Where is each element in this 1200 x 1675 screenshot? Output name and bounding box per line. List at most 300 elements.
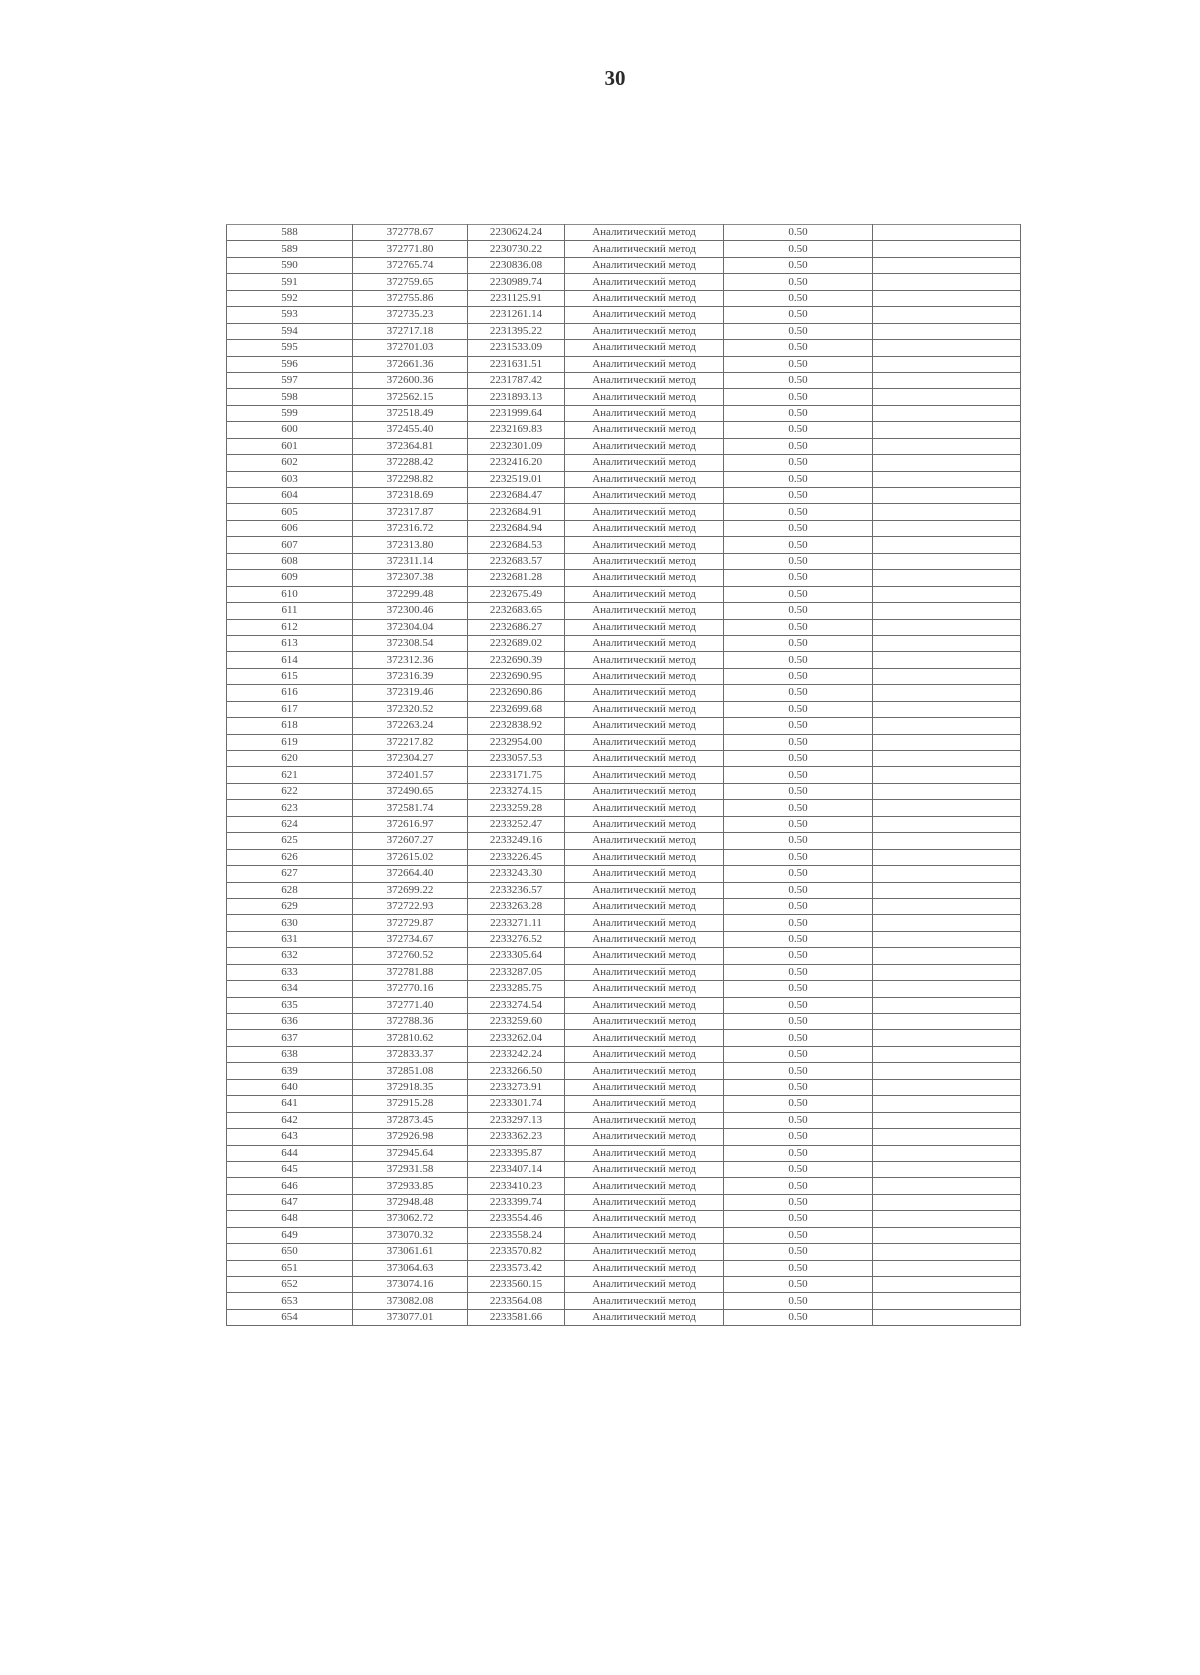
- x-coordinate-cell: 372735.23: [353, 307, 468, 323]
- point-number-cell: 600: [227, 422, 353, 438]
- empty-cell: [873, 570, 1021, 586]
- x-coordinate-cell: 372788.36: [353, 1014, 468, 1030]
- point-number-cell: 612: [227, 619, 353, 635]
- x-coordinate-cell: 372759.65: [353, 274, 468, 290]
- x-coordinate-cell: 372770.16: [353, 981, 468, 997]
- empty-cell: [873, 931, 1021, 947]
- empty-cell: [873, 915, 1021, 931]
- error-cell: 0.50: [724, 849, 873, 865]
- error-cell: 0.50: [724, 1112, 873, 1128]
- error-cell: 0.50: [724, 1293, 873, 1309]
- method-cell: Аналитический метод: [565, 915, 724, 931]
- empty-cell: [873, 438, 1021, 454]
- point-number-cell: 603: [227, 471, 353, 487]
- table-row: [227, 504, 1021, 520]
- table-row: [227, 455, 1021, 471]
- method-cell: Аналитический метод: [565, 323, 724, 339]
- x-coordinate-cell: 372307.38: [353, 570, 468, 586]
- method-cell: Аналитический метод: [565, 635, 724, 651]
- error-cell: 0.50: [724, 1145, 873, 1161]
- x-coordinate-cell: 372455.40: [353, 422, 468, 438]
- error-cell: 0.50: [724, 915, 873, 931]
- x-coordinate-cell: 372518.49: [353, 405, 468, 421]
- table-row: [227, 882, 1021, 898]
- x-coordinate-cell: 372319.46: [353, 685, 468, 701]
- error-cell: 0.50: [724, 1063, 873, 1079]
- point-number-cell: 610: [227, 586, 353, 602]
- x-coordinate-cell: 372562.15: [353, 389, 468, 405]
- y-coordinate-cell: 2230624.24: [468, 225, 565, 241]
- table-row: [227, 307, 1021, 323]
- empty-cell: [873, 1293, 1021, 1309]
- x-coordinate-cell: 372851.08: [353, 1063, 468, 1079]
- y-coordinate-cell: 2233558.24: [468, 1227, 565, 1243]
- table-row: [227, 734, 1021, 750]
- y-coordinate-cell: 2233171.75: [468, 767, 565, 783]
- method-cell: Аналитический метод: [565, 1096, 724, 1112]
- x-coordinate-cell: 372304.04: [353, 619, 468, 635]
- y-coordinate-cell: 2232683.57: [468, 553, 565, 569]
- point-number-cell: 650: [227, 1244, 353, 1260]
- empty-cell: [873, 471, 1021, 487]
- error-cell: 0.50: [724, 734, 873, 750]
- empty-cell: [873, 1096, 1021, 1112]
- x-coordinate-cell: 372217.82: [353, 734, 468, 750]
- error-cell: 0.50: [724, 668, 873, 684]
- y-coordinate-cell: 2232684.91: [468, 504, 565, 520]
- y-coordinate-cell: 2232684.94: [468, 520, 565, 536]
- point-number-cell: 651: [227, 1260, 353, 1276]
- table-row: [227, 422, 1021, 438]
- table-row: [227, 1309, 1021, 1325]
- point-number-cell: 596: [227, 356, 353, 372]
- x-coordinate-cell: 372311.14: [353, 553, 468, 569]
- y-coordinate-cell: 2231999.64: [468, 405, 565, 421]
- method-cell: Аналитический метод: [565, 898, 724, 914]
- point-number-cell: 632: [227, 948, 353, 964]
- y-coordinate-cell: 2232690.86: [468, 685, 565, 701]
- point-number-cell: 645: [227, 1161, 353, 1177]
- empty-cell: [873, 323, 1021, 339]
- table-row: [227, 1178, 1021, 1194]
- error-cell: 0.50: [724, 307, 873, 323]
- error-cell: 0.50: [724, 652, 873, 668]
- empty-cell: [873, 800, 1021, 816]
- x-coordinate-cell: 372600.36: [353, 372, 468, 388]
- y-coordinate-cell: 2232954.00: [468, 734, 565, 750]
- method-cell: Аналитический метод: [565, 1227, 724, 1243]
- table-row: [227, 931, 1021, 947]
- point-number-cell: 649: [227, 1227, 353, 1243]
- method-cell: Аналитический метод: [565, 1046, 724, 1062]
- point-number-cell: 628: [227, 882, 353, 898]
- point-number-cell: 615: [227, 668, 353, 684]
- table-row: [227, 1145, 1021, 1161]
- y-coordinate-cell: 2233301.74: [468, 1096, 565, 1112]
- x-coordinate-cell: 372945.64: [353, 1145, 468, 1161]
- error-cell: 0.50: [724, 1277, 873, 1293]
- table-row: [227, 340, 1021, 356]
- y-coordinate-cell: 2232684.47: [468, 488, 565, 504]
- table-row: [227, 438, 1021, 454]
- x-coordinate-cell: 372581.74: [353, 800, 468, 816]
- table-row: [227, 964, 1021, 980]
- error-cell: 0.50: [724, 372, 873, 388]
- y-coordinate-cell: 2233276.52: [468, 931, 565, 947]
- empty-cell: [873, 422, 1021, 438]
- y-coordinate-cell: 2232681.28: [468, 570, 565, 586]
- x-coordinate-cell: 372316.72: [353, 520, 468, 536]
- error-cell: 0.50: [724, 701, 873, 717]
- empty-cell: [873, 1079, 1021, 1095]
- y-coordinate-cell: 2230989.74: [468, 274, 565, 290]
- y-coordinate-cell: 2233259.60: [468, 1014, 565, 1030]
- method-cell: Аналитический метод: [565, 225, 724, 241]
- x-coordinate-cell: 372701.03: [353, 340, 468, 356]
- x-coordinate-cell: 373064.63: [353, 1260, 468, 1276]
- empty-cell: [873, 964, 1021, 980]
- point-number-cell: 616: [227, 685, 353, 701]
- method-cell: Аналитический метод: [565, 866, 724, 882]
- empty-cell: [873, 504, 1021, 520]
- y-coordinate-cell: 2231631.51: [468, 356, 565, 372]
- point-number-cell: 647: [227, 1194, 353, 1210]
- error-cell: 0.50: [724, 241, 873, 257]
- table-row: [227, 800, 1021, 816]
- empty-cell: [873, 1227, 1021, 1243]
- point-number-cell: 617: [227, 701, 353, 717]
- error-cell: 0.50: [724, 948, 873, 964]
- error-cell: 0.50: [724, 1178, 873, 1194]
- error-cell: 0.50: [724, 225, 873, 241]
- table-row: [227, 290, 1021, 306]
- empty-cell: [873, 1194, 1021, 1210]
- point-number-cell: 598: [227, 389, 353, 405]
- y-coordinate-cell: 2231261.14: [468, 307, 565, 323]
- y-coordinate-cell: 2233305.64: [468, 948, 565, 964]
- empty-cell: [873, 882, 1021, 898]
- table-row: [227, 537, 1021, 553]
- empty-cell: [873, 1211, 1021, 1227]
- method-cell: Аналитический метод: [565, 471, 724, 487]
- error-cell: 0.50: [724, 619, 873, 635]
- method-cell: Аналитический метод: [565, 767, 724, 783]
- error-cell: 0.50: [724, 570, 873, 586]
- error-cell: 0.50: [724, 1030, 873, 1046]
- method-cell: Аналитический метод: [565, 1063, 724, 1079]
- empty-cell: [873, 603, 1021, 619]
- table-row: [227, 241, 1021, 257]
- method-cell: Аналитический метод: [565, 1244, 724, 1260]
- method-cell: Аналитический метод: [565, 1161, 724, 1177]
- point-number-cell: 639: [227, 1063, 353, 1079]
- error-cell: 0.50: [724, 290, 873, 306]
- x-coordinate-cell: 372833.37: [353, 1046, 468, 1062]
- x-coordinate-cell: 372318.69: [353, 488, 468, 504]
- table-row: [227, 553, 1021, 569]
- table-row: [227, 997, 1021, 1013]
- table-row: [227, 586, 1021, 602]
- table-row: [227, 1244, 1021, 1260]
- error-cell: 0.50: [724, 1096, 873, 1112]
- error-cell: 0.50: [724, 1211, 873, 1227]
- table-row: [227, 981, 1021, 997]
- method-cell: Аналитический метод: [565, 685, 724, 701]
- method-cell: Аналитический метод: [565, 307, 724, 323]
- empty-cell: [873, 1309, 1021, 1325]
- y-coordinate-cell: 2230730.22: [468, 241, 565, 257]
- x-coordinate-cell: 372317.87: [353, 504, 468, 520]
- point-number-cell: 588: [227, 225, 353, 241]
- error-cell: 0.50: [724, 603, 873, 619]
- empty-cell: [873, 1063, 1021, 1079]
- error-cell: 0.50: [724, 586, 873, 602]
- error-cell: 0.50: [724, 1309, 873, 1325]
- point-number-cell: 635: [227, 997, 353, 1013]
- y-coordinate-cell: 2233243.30: [468, 866, 565, 882]
- x-coordinate-cell: 372915.28: [353, 1096, 468, 1112]
- y-coordinate-cell: 2231893.13: [468, 389, 565, 405]
- x-coordinate-cell: 372722.93: [353, 898, 468, 914]
- error-cell: 0.50: [724, 816, 873, 832]
- empty-cell: [873, 734, 1021, 750]
- empty-cell: [873, 537, 1021, 553]
- y-coordinate-cell: 2232690.95: [468, 668, 565, 684]
- point-number-cell: 609: [227, 570, 353, 586]
- table-row: [227, 1030, 1021, 1046]
- x-coordinate-cell: 373082.08: [353, 1293, 468, 1309]
- method-cell: Аналитический метод: [565, 833, 724, 849]
- x-coordinate-cell: 372316.39: [353, 668, 468, 684]
- x-coordinate-cell: 372299.48: [353, 586, 468, 602]
- error-cell: 0.50: [724, 767, 873, 783]
- empty-cell: [873, 405, 1021, 421]
- y-coordinate-cell: 2233581.66: [468, 1309, 565, 1325]
- table-row: [227, 849, 1021, 865]
- point-number-cell: 646: [227, 1178, 353, 1194]
- table-row: [227, 1079, 1021, 1095]
- empty-cell: [873, 1030, 1021, 1046]
- table-row: [227, 1161, 1021, 1177]
- method-cell: Аналитический метод: [565, 405, 724, 421]
- method-cell: Аналитический метод: [565, 488, 724, 504]
- method-cell: Аналитический метод: [565, 1277, 724, 1293]
- method-cell: Аналитический метод: [565, 1112, 724, 1128]
- method-cell: Аналитический метод: [565, 257, 724, 273]
- point-number-cell: 624: [227, 816, 353, 832]
- y-coordinate-cell: 2231125.91: [468, 290, 565, 306]
- empty-cell: [873, 520, 1021, 536]
- x-coordinate-cell: 372312.36: [353, 652, 468, 668]
- y-coordinate-cell: 2231787.42: [468, 372, 565, 388]
- method-cell: Аналитический метод: [565, 1309, 724, 1325]
- empty-cell: [873, 849, 1021, 865]
- method-cell: Аналитический метод: [565, 1178, 724, 1194]
- empty-cell: [873, 685, 1021, 701]
- x-coordinate-cell: 372778.67: [353, 225, 468, 241]
- empty-cell: [873, 948, 1021, 964]
- point-number-cell: 599: [227, 405, 353, 421]
- error-cell: 0.50: [724, 537, 873, 553]
- empty-cell: [873, 1260, 1021, 1276]
- y-coordinate-cell: 2231533.09: [468, 340, 565, 356]
- y-coordinate-cell: 2232689.02: [468, 635, 565, 651]
- empty-cell: [873, 1112, 1021, 1128]
- x-coordinate-cell: 372304.27: [353, 751, 468, 767]
- method-cell: Аналитический метод: [565, 1145, 724, 1161]
- x-coordinate-cell: 372926.98: [353, 1129, 468, 1145]
- table-row: [227, 948, 1021, 964]
- table-row: [227, 816, 1021, 832]
- x-coordinate-cell: 373077.01: [353, 1309, 468, 1325]
- x-coordinate-cell: 372717.18: [353, 323, 468, 339]
- y-coordinate-cell: 2233273.91: [468, 1079, 565, 1095]
- table-row: [227, 1227, 1021, 1243]
- method-cell: Аналитический метод: [565, 1079, 724, 1095]
- method-cell: Аналитический метод: [565, 964, 724, 980]
- y-coordinate-cell: 2232301.09: [468, 438, 565, 454]
- table-row: [227, 372, 1021, 388]
- point-number-cell: 648: [227, 1211, 353, 1227]
- error-cell: 0.50: [724, 783, 873, 799]
- point-number-cell: 591: [227, 274, 353, 290]
- y-coordinate-cell: 2233249.16: [468, 833, 565, 849]
- y-coordinate-cell: 2233274.54: [468, 997, 565, 1013]
- point-number-cell: 592: [227, 290, 353, 306]
- x-coordinate-cell: 372490.65: [353, 783, 468, 799]
- x-coordinate-cell: 372313.80: [353, 537, 468, 553]
- error-cell: 0.50: [724, 997, 873, 1013]
- method-cell: Аналитический метод: [565, 701, 724, 717]
- method-cell: Аналитический метод: [565, 734, 724, 750]
- table-row: [227, 274, 1021, 290]
- empty-cell: [873, 455, 1021, 471]
- y-coordinate-cell: 2232690.39: [468, 652, 565, 668]
- x-coordinate-cell: 372771.80: [353, 241, 468, 257]
- y-coordinate-cell: 2233407.14: [468, 1161, 565, 1177]
- table-row: [227, 652, 1021, 668]
- y-coordinate-cell: 2233057.53: [468, 751, 565, 767]
- empty-cell: [873, 290, 1021, 306]
- point-number-cell: 607: [227, 537, 353, 553]
- y-coordinate-cell: 2233573.42: [468, 1260, 565, 1276]
- point-number-cell: 611: [227, 603, 353, 619]
- empty-cell: [873, 1014, 1021, 1030]
- point-number-cell: 590: [227, 257, 353, 273]
- table-row: [227, 1277, 1021, 1293]
- method-cell: Аналитический метод: [565, 372, 724, 388]
- method-cell: Аналитический метод: [565, 800, 724, 816]
- empty-cell: [873, 307, 1021, 323]
- table-row: [227, 257, 1021, 273]
- x-coordinate-cell: 372300.46: [353, 603, 468, 619]
- x-coordinate-cell: 372288.42: [353, 455, 468, 471]
- y-coordinate-cell: 2233263.28: [468, 898, 565, 914]
- method-cell: Аналитический метод: [565, 1194, 724, 1210]
- empty-cell: [873, 866, 1021, 882]
- error-cell: 0.50: [724, 438, 873, 454]
- point-number-cell: 589: [227, 241, 353, 257]
- error-cell: 0.50: [724, 800, 873, 816]
- error-cell: 0.50: [724, 1079, 873, 1095]
- empty-cell: [873, 833, 1021, 849]
- table-row: [227, 866, 1021, 882]
- method-cell: Аналитический метод: [565, 619, 724, 635]
- table-row: [227, 405, 1021, 421]
- y-coordinate-cell: 2233564.08: [468, 1293, 565, 1309]
- y-coordinate-cell: 2233395.87: [468, 1145, 565, 1161]
- point-number-cell: 619: [227, 734, 353, 750]
- error-cell: 0.50: [724, 833, 873, 849]
- error-cell: 0.50: [724, 635, 873, 651]
- x-coordinate-cell: 372364.81: [353, 438, 468, 454]
- point-number-cell: 643: [227, 1129, 353, 1145]
- table-row: [227, 685, 1021, 701]
- y-coordinate-cell: 2233236.57: [468, 882, 565, 898]
- method-cell: Аналитический метод: [565, 931, 724, 947]
- error-cell: 0.50: [724, 405, 873, 421]
- error-cell: 0.50: [724, 1014, 873, 1030]
- empty-cell: [873, 1244, 1021, 1260]
- point-number-cell: 634: [227, 981, 353, 997]
- empty-cell: [873, 356, 1021, 372]
- table-row: [227, 1014, 1021, 1030]
- method-cell: Аналитический метод: [565, 948, 724, 964]
- empty-cell: [873, 241, 1021, 257]
- y-coordinate-cell: 2233271.11: [468, 915, 565, 931]
- y-coordinate-cell: 2232838.92: [468, 718, 565, 734]
- y-coordinate-cell: 2233399.74: [468, 1194, 565, 1210]
- point-number-cell: 602: [227, 455, 353, 471]
- point-number-cell: 620: [227, 751, 353, 767]
- x-coordinate-cell: 372320.52: [353, 701, 468, 717]
- point-number-cell: 625: [227, 833, 353, 849]
- y-coordinate-cell: 2233554.46: [468, 1211, 565, 1227]
- empty-cell: [873, 389, 1021, 405]
- error-cell: 0.50: [724, 882, 873, 898]
- method-cell: Аналитический метод: [565, 340, 724, 356]
- x-coordinate-cell: 372729.87: [353, 915, 468, 931]
- empty-cell: [873, 668, 1021, 684]
- method-cell: Аналитический метод: [565, 422, 724, 438]
- point-number-cell: 605: [227, 504, 353, 520]
- error-cell: 0.50: [724, 520, 873, 536]
- empty-cell: [873, 372, 1021, 388]
- x-coordinate-cell: 373074.16: [353, 1277, 468, 1293]
- table-row: [227, 915, 1021, 931]
- empty-cell: [873, 1178, 1021, 1194]
- method-cell: Аналитический метод: [565, 816, 724, 832]
- error-cell: 0.50: [724, 356, 873, 372]
- method-cell: Аналитический метод: [565, 849, 724, 865]
- empty-cell: [873, 274, 1021, 290]
- point-number-cell: 618: [227, 718, 353, 734]
- x-coordinate-cell: 372661.36: [353, 356, 468, 372]
- method-cell: Аналитический метод: [565, 1129, 724, 1145]
- point-number-cell: 633: [227, 964, 353, 980]
- empty-cell: [873, 340, 1021, 356]
- x-coordinate-cell: 372810.62: [353, 1030, 468, 1046]
- point-number-cell: 613: [227, 635, 353, 651]
- method-cell: Аналитический метод: [565, 1211, 724, 1227]
- error-cell: 0.50: [724, 1046, 873, 1062]
- point-number-cell: 626: [227, 849, 353, 865]
- method-cell: Аналитический метод: [565, 603, 724, 619]
- y-coordinate-cell: 2233287.05: [468, 964, 565, 980]
- point-number-cell: 631: [227, 931, 353, 947]
- method-cell: Аналитический метод: [565, 1260, 724, 1276]
- point-number-cell: 654: [227, 1309, 353, 1325]
